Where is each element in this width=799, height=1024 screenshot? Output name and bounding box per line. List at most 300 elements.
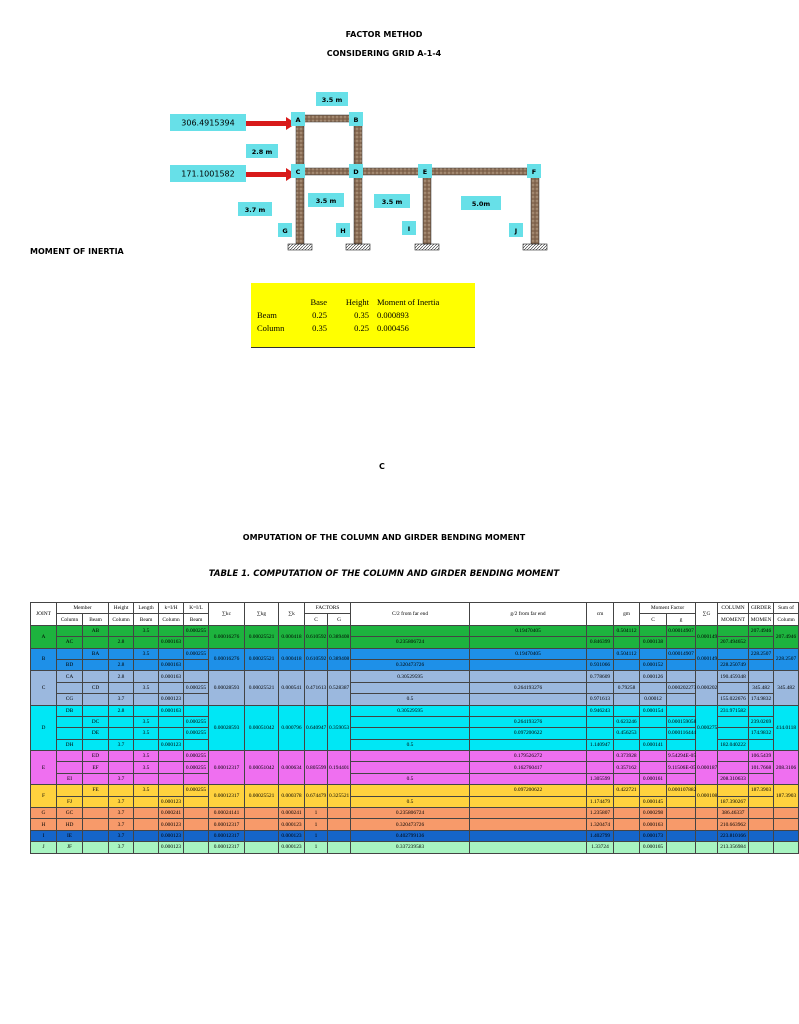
subheader-column-moment: MOMENT <box>718 614 749 625</box>
height-cell: 3.7 <box>109 773 134 784</box>
factor-c-cell: 1 <box>305 819 328 830</box>
moment-factor-g-cell <box>667 819 696 830</box>
moment-factor-c-cell: 0.000161 <box>640 773 667 784</box>
g2-far-end-cell <box>470 819 587 830</box>
member-column-cell: EI <box>57 773 83 784</box>
support-j <box>523 244 547 250</box>
length-cell: 3.5 <box>134 648 159 659</box>
k-l-cell <box>184 739 209 750</box>
height-cell: 3.7 <box>109 819 134 830</box>
c2-far-end-cell <box>351 728 470 739</box>
sum-g-cell <box>696 830 718 841</box>
member-beam-cell: AB <box>83 625 109 636</box>
gm-cell: 0.504112 <box>614 625 640 636</box>
joint-cell: I <box>31 830 57 841</box>
c2-far-end-cell <box>351 648 470 659</box>
k-h-cell: 0.000123 <box>159 694 184 705</box>
column-moment-cell: 231.971582 <box>718 705 749 716</box>
k-l-cell: 0.000255 <box>184 751 209 762</box>
inertia-base: 0.25 <box>312 309 327 320</box>
sum-of-column-cell <box>774 808 799 819</box>
moment-factor-g-cell: 0.000159058 <box>667 716 696 727</box>
g2-far-end-cell <box>470 659 587 670</box>
sum-kg-cell: 0.00051042 <box>245 751 279 785</box>
sum-kg-cell <box>245 808 279 819</box>
girder-moment-cell: 187.3903 <box>749 785 774 796</box>
moment-factor-c-cell: 0.000126 <box>640 671 667 682</box>
joint-cell: A <box>31 625 57 648</box>
girder-moment-cell <box>749 830 774 841</box>
factor-c-cell: 1 <box>305 808 328 819</box>
sum-of-column-cell: 345.482 <box>774 671 799 705</box>
subheader-moment-factor-c: C <box>640 614 667 625</box>
moment-factor-c-cell: 0.000141 <box>640 739 667 750</box>
member-column-cell: AC <box>57 637 83 648</box>
column-moment-cell <box>718 762 749 773</box>
sum-kg-cell: 0.00025521 <box>245 625 279 648</box>
length-cell <box>134 808 159 819</box>
column-moment-cell: 190.459348 <box>718 671 749 682</box>
c-label: C <box>379 462 385 471</box>
girder-moment-cell <box>749 659 774 670</box>
factor-g-cell: 0.389408 <box>328 625 351 648</box>
header-factors: FACTORS <box>305 603 351 614</box>
sum-g-cell: 0.000187 <box>696 751 718 785</box>
k-h-cell <box>159 648 184 659</box>
moment-factor-c-cell <box>640 728 667 739</box>
k-h-cell <box>159 762 184 773</box>
subheader-moment-factor-g: g <box>667 614 696 625</box>
table-row <box>31 785 799 796</box>
header-girder-moment: GIRDER <box>749 603 774 614</box>
moment-factor-c-cell <box>640 682 667 693</box>
header-k-l: K=I/L <box>184 603 209 614</box>
load-label-a: 306.4915394 <box>181 118 235 128</box>
member-beam-cell: BA <box>83 648 109 659</box>
joint-cell: D <box>31 705 57 751</box>
inertia-box <box>251 283 475 348</box>
column-moment-cell: 210.663962 <box>718 819 749 830</box>
c2-far-end-cell: 0.235806724 <box>351 637 470 648</box>
member-beam-cell <box>83 739 109 750</box>
sum-g-cell: 0.000275 <box>696 705 718 751</box>
moment-factor-c-cell: 0.000165 <box>640 842 667 853</box>
g2-far-end-cell: 0.097200622 <box>470 728 587 739</box>
length-cell <box>134 637 159 648</box>
member-column-cell: DH <box>57 739 83 750</box>
moment-factor-g-cell: 9.11506E-05 <box>667 762 696 773</box>
girder-moment-cell: 101.7668 <box>749 762 774 773</box>
k-l-cell <box>184 830 209 841</box>
moment-factor-g-cell <box>667 808 696 819</box>
subheader-k-l: Beam <box>184 614 209 625</box>
girder-moment-cell <box>749 637 774 648</box>
member-beam-cell: EF <box>83 762 109 773</box>
sum-g-cell: 0.000202 <box>696 671 718 705</box>
table-row <box>31 830 799 841</box>
table-row <box>31 694 799 705</box>
header-column-moment: COLUMN <box>718 603 749 614</box>
header-member: Member <box>57 603 109 614</box>
height-cell <box>109 682 134 693</box>
header-c2-far-end: C/2 from far end <box>351 603 470 626</box>
subheader-height: Column <box>109 614 134 625</box>
column-moment-cell: 223.810166 <box>718 830 749 841</box>
sum-g-cell <box>696 819 718 830</box>
moment-factor-g-cell <box>667 842 696 853</box>
header-length: Length <box>134 603 159 614</box>
k-h-cell <box>159 682 184 693</box>
gm-cell <box>614 830 640 841</box>
cm-cell: 1.235807 <box>587 808 614 819</box>
joint-cell: F <box>31 785 57 808</box>
table-row <box>31 773 799 784</box>
k-h-cell <box>159 773 184 784</box>
length-cell: 3.5 <box>134 682 159 693</box>
cm-cell <box>587 785 614 796</box>
moment-factor-c-cell <box>640 751 667 762</box>
node-h: H <box>340 227 346 235</box>
moment-factor-c-cell: 0.000173 <box>640 830 667 841</box>
k-l-cell: 0.000255 <box>184 762 209 773</box>
cm-cell: 0.946243 <box>587 705 614 716</box>
gm-cell <box>614 659 640 670</box>
k-l-cell: 0.000255 <box>184 625 209 636</box>
column-dh <box>354 172 362 244</box>
sum-g-cell: 0.000149 <box>696 625 718 648</box>
sum-g-cell: 0.000108 <box>696 785 718 808</box>
length-cell <box>134 842 159 853</box>
c2-far-end-cell <box>351 751 470 762</box>
length-cell: 3.5 <box>134 762 159 773</box>
header-g2-far-end: g/2 from far end <box>470 603 587 626</box>
node-b: B <box>353 116 359 124</box>
member-column-cell: DB <box>57 705 83 716</box>
column-fj <box>531 172 539 244</box>
load-arrow-a <box>246 121 286 126</box>
header-sum-k: ∑k <box>279 603 305 626</box>
member-beam-cell <box>83 659 109 670</box>
dim-cg: 3.7 m <box>244 206 266 214</box>
girder-moment-cell <box>749 773 774 784</box>
joint-cell: H <box>31 819 57 830</box>
k-l-cell: 0.000255 <box>184 648 209 659</box>
sum-kc-cell: 0.00012317 <box>209 819 245 830</box>
table-row <box>31 762 799 773</box>
inertia-row-label: Beam <box>257 309 277 320</box>
table-caption: TABLE 1. COMPUTATION OF THE COLUMN AND GIRDER BENDING MOMENT <box>208 569 560 579</box>
c2-far-end-cell <box>351 625 470 636</box>
sum-g-cell: 0.000149 <box>696 648 718 671</box>
gm-cell <box>614 819 640 830</box>
height-cell: 3.7 <box>109 796 134 807</box>
g2-far-end-cell <box>470 842 587 853</box>
gm-cell: 0.357162 <box>614 762 640 773</box>
subheader-member-beam: Beam <box>83 614 109 625</box>
sum-kc-cell: 0.00012317 <box>209 842 245 853</box>
gm-cell: 0.623246 <box>614 716 640 727</box>
gm-cell <box>614 705 640 716</box>
g2-far-end-cell: 0.264193276 <box>470 716 587 727</box>
table-row <box>31 739 799 750</box>
moment-factor-c-cell: 0.000154 <box>640 705 667 716</box>
sum-kg-cell: 0.00025521 <box>245 785 279 808</box>
column-moment-cell: 207.494652 <box>718 637 749 648</box>
gm-cell <box>614 773 640 784</box>
moment-factor-c-cell <box>640 716 667 727</box>
sum-kc-cell: 0.00012317 <box>209 751 245 785</box>
moment-factor-g-cell <box>667 773 696 784</box>
moment-factor-g-cell <box>667 637 696 648</box>
dim-de: 3.5 m <box>381 198 403 206</box>
member-column-cell: IE <box>57 830 83 841</box>
sum-k-cell: 0.000378 <box>279 785 305 808</box>
member-column-cell: BD <box>57 659 83 670</box>
sum-of-column-cell: 414.0118 <box>774 705 799 751</box>
height-cell: 2.8 <box>109 637 134 648</box>
header-cm: cm <box>587 603 614 626</box>
inertia-table <box>253 295 443 334</box>
subheader-sum-of-column: Column <box>774 614 799 625</box>
node-e: E <box>422 168 428 176</box>
k-h-cell: 0.000123 <box>159 819 184 830</box>
sum-kc-cell: 0.00012317 <box>209 785 245 808</box>
girder-moment-cell: 174.9832 <box>749 694 774 705</box>
subheader-girder-moment: MOMEN <box>749 614 774 625</box>
support-i <box>415 244 439 250</box>
factor-c-cell: 1 <box>305 830 328 841</box>
height-cell: 3.7 <box>109 694 134 705</box>
k-l-cell <box>184 796 209 807</box>
factor-g-cell: 0.528387 <box>328 671 351 705</box>
c2-far-end-cell: 0.235806724 <box>351 808 470 819</box>
moment-factor-g-cell <box>667 705 696 716</box>
k-l-cell <box>184 671 209 682</box>
length-cell: 3.5 <box>134 625 159 636</box>
sum-k-cell: 0.000796 <box>279 705 305 751</box>
factor-g-cell: 0.389408 <box>328 648 351 671</box>
table-row <box>31 648 799 659</box>
moment-factor-g-cell <box>667 671 696 682</box>
inertia-header-moment: Moment of Inertia <box>377 296 440 307</box>
member-beam-cell <box>83 705 109 716</box>
girder-moment-cell <box>749 739 774 750</box>
g2-far-end-cell: 0.162760417 <box>470 762 587 773</box>
moment-of-inertia-label: MOMENT OF INERTIA <box>30 247 124 256</box>
length-cell <box>134 819 159 830</box>
member-column-cell <box>57 648 83 659</box>
member-beam-cell: DE <box>83 728 109 739</box>
column-moment-cell <box>718 648 749 659</box>
member-column-cell <box>57 716 83 727</box>
subheader-factor-c: C <box>305 614 328 625</box>
node-a: A <box>295 116 301 124</box>
table-row <box>31 716 799 727</box>
c2-far-end-cell <box>351 716 470 727</box>
document-title: FACTOR METHOD <box>345 30 423 39</box>
g2-far-end-cell <box>470 773 587 784</box>
g2-far-end-cell <box>470 694 587 705</box>
factor-c-cell: 0.471613 <box>305 671 328 705</box>
sum-g-cell <box>696 808 718 819</box>
sum-kc-cell: 0.00024141 <box>209 808 245 819</box>
moment-factor-g-cell: 0.000107882 <box>667 785 696 796</box>
g2-far-end-cell: 0.19470405 <box>470 625 587 636</box>
inertia-height: 0.35 <box>354 309 369 320</box>
load-arrow-c <box>246 172 286 177</box>
support-g <box>288 244 312 250</box>
factor-c-cell: 0.610592 <box>305 648 328 671</box>
factor-c-cell: 1 <box>305 842 328 853</box>
k-h-cell <box>159 785 184 796</box>
table-row <box>31 682 799 693</box>
cm-cell <box>587 648 614 659</box>
joint-cell: E <box>31 751 57 785</box>
column-moment-cell: 208.310633 <box>718 773 749 784</box>
length-cell: 3.5 <box>134 728 159 739</box>
moment-factor-c-cell: 0.000152 <box>640 659 667 670</box>
table-row <box>31 796 799 807</box>
moment-factor-g-cell: 0.000202273 <box>667 682 696 693</box>
factor-g-cell: 0.194401 <box>328 751 351 785</box>
column-moment-cell <box>718 751 749 762</box>
column-moment-cell <box>718 682 749 693</box>
column-moment-cell: 182.040222 <box>718 739 749 750</box>
column-moment-cell: 213.356984 <box>718 842 749 853</box>
length-cell: 3.5 <box>134 785 159 796</box>
table-row <box>31 671 799 682</box>
member-column-cell <box>57 682 83 693</box>
node-f: F <box>531 168 537 176</box>
girder-moment-cell <box>749 842 774 853</box>
node-d: D <box>353 168 359 176</box>
g2-far-end-cell: 0.097200622 <box>470 785 587 796</box>
k-h-cell: 0.000123 <box>159 842 184 853</box>
moment-factor-g-cell <box>667 659 696 670</box>
cm-cell: 0.778609 <box>587 671 614 682</box>
load-label-c: 171.1001582 <box>181 169 235 179</box>
node-i: I <box>407 225 411 233</box>
c2-far-end-cell: 0.320473726 <box>351 819 470 830</box>
factor-g-cell <box>328 819 351 830</box>
sum-g-cell <box>696 842 718 853</box>
gm-cell: 0.373928 <box>614 751 640 762</box>
sum-kg-cell: 0.00051042 <box>245 705 279 751</box>
sum-kg-cell: 0.00025521 <box>245 671 279 705</box>
cm-cell: 1.402799 <box>587 830 614 841</box>
dim-ac: 2.8 m <box>251 148 273 156</box>
sum-k-cell: 0.000418 <box>279 648 305 671</box>
c2-far-end-cell <box>351 682 470 693</box>
inertia-base: 0.35 <box>312 322 327 333</box>
gm-cell: 0.79258 <box>614 682 640 693</box>
gm-cell <box>614 796 640 807</box>
member-column-cell <box>57 625 83 636</box>
member-column-cell <box>57 751 83 762</box>
sum-k-cell: 0.000123 <box>279 842 305 853</box>
table-row <box>31 705 799 716</box>
inertia-moment: 0.000456 <box>377 322 409 333</box>
g2-far-end-cell: 0.179526272 <box>470 751 587 762</box>
k-l-cell <box>184 694 209 705</box>
g2-far-end-cell <box>470 830 587 841</box>
g2-far-end-cell: 0.19470405 <box>470 648 587 659</box>
height-cell: 3.7 <box>109 830 134 841</box>
k-h-cell: 0.000123 <box>159 830 184 841</box>
cm-cell <box>587 625 614 636</box>
sum-kc-cell: 0.00028593 <box>209 705 245 751</box>
member-beam-cell: DC <box>83 716 109 727</box>
member-beam-cell: CD <box>83 682 109 693</box>
inertia-header-base: Base <box>310 296 327 307</box>
table-row <box>31 637 799 648</box>
k-h-cell: 0.000163 <box>159 637 184 648</box>
cm-cell: 1.320474 <box>587 819 614 830</box>
moment-factor-g-cell: 0.00014907 <box>667 648 696 659</box>
factor-g-cell <box>328 842 351 853</box>
header-sum-kc: ∑kc <box>209 603 245 626</box>
k-h-cell: 0.000163 <box>159 671 184 682</box>
sum-k-cell: 0.000123 <box>279 819 305 830</box>
moment-factor-c-cell: 0.00012 <box>640 694 667 705</box>
gm-cell <box>614 637 640 648</box>
member-column-cell: CA <box>57 671 83 682</box>
girder-moment-cell <box>749 808 774 819</box>
sum-of-column-cell: 187.3903 <box>774 785 799 808</box>
factor-c-cell: 0.674479 <box>305 785 328 808</box>
member-beam-cell <box>83 842 109 853</box>
member-column-cell: GC <box>57 808 83 819</box>
sum-kc-cell: 0.00016276 <box>209 648 245 671</box>
k-l-cell <box>184 819 209 830</box>
column-moment-cell: 155.022676 <box>718 694 749 705</box>
k-l-cell: 0.000255 <box>184 716 209 727</box>
g2-far-end-cell <box>470 705 587 716</box>
sum-kg-cell: 0.00025521 <box>245 648 279 671</box>
dim-ef: 5.0m <box>471 200 491 208</box>
gm-cell: 0.422721 <box>614 785 640 796</box>
inertia-row-column <box>253 321 443 334</box>
k-h-cell <box>159 751 184 762</box>
subheader-k-h: Column <box>159 614 184 625</box>
k-h-cell: 0.000123 <box>159 739 184 750</box>
k-l-cell <box>184 637 209 648</box>
subheader-length: Beam <box>134 614 159 625</box>
inertia-header-row <box>253 295 443 308</box>
support-h <box>346 244 370 250</box>
sum-kg-cell <box>245 842 279 853</box>
cm-cell <box>587 762 614 773</box>
height-cell <box>109 648 134 659</box>
joint-cell: J <box>31 842 57 853</box>
girder-moment-cell <box>749 796 774 807</box>
k-l-cell <box>184 705 209 716</box>
k-l-cell <box>184 773 209 784</box>
factor-g-cell <box>328 830 351 841</box>
height-cell <box>109 785 134 796</box>
sum-of-column-cell <box>774 819 799 830</box>
cm-cell: 0.931066 <box>587 659 614 670</box>
height-cell: 2.8 <box>109 659 134 670</box>
member-beam-cell <box>83 637 109 648</box>
c2-far-end-cell: 0.5 <box>351 739 470 750</box>
column-moment-cell: 187.390267 <box>718 796 749 807</box>
height-cell <box>109 728 134 739</box>
dim-cd: 3.5 m <box>315 197 337 205</box>
height-cell <box>109 625 134 636</box>
inertia-row-beam <box>253 308 443 321</box>
c2-far-end-cell: 0.30529595 <box>351 705 470 716</box>
